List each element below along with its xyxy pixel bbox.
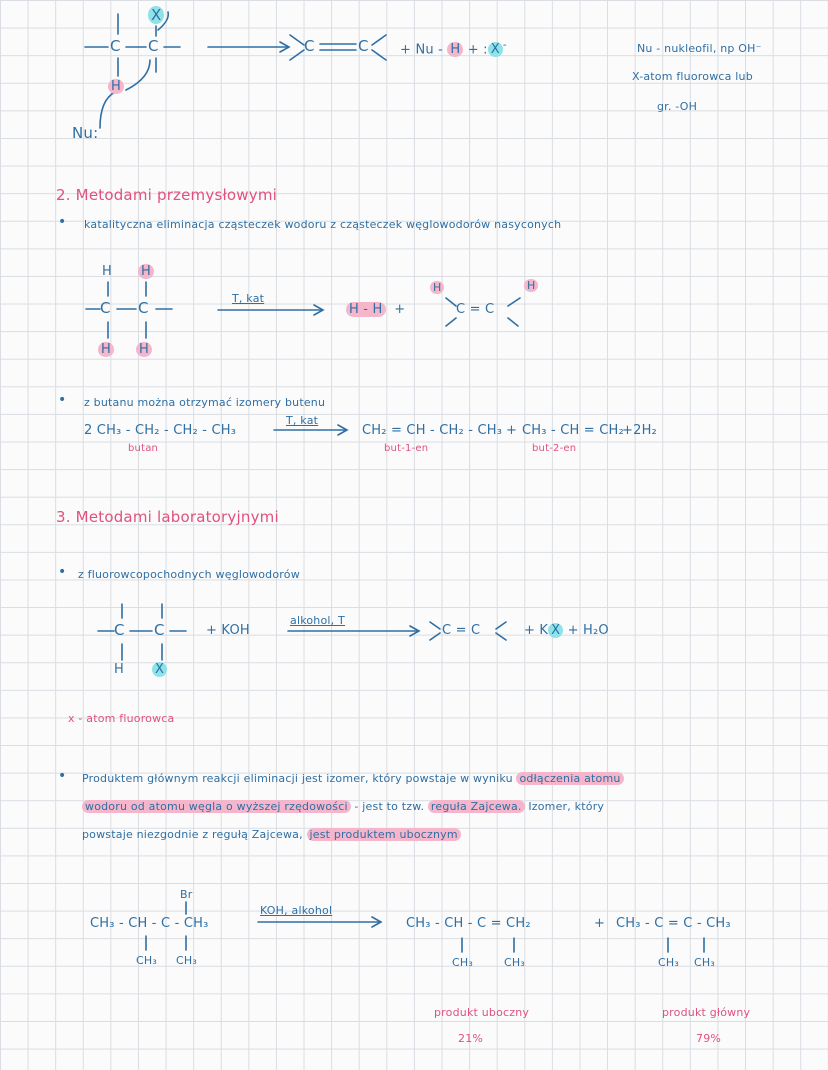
eq-plus: + [506, 423, 518, 438]
ex-plus: + [594, 916, 606, 931]
ex-p2-sub1: CH₃ [658, 956, 679, 969]
product-c-left: C [304, 37, 315, 55]
product-alkene: C = C [456, 302, 495, 317]
s3-x-note: x - atom fluorowca [68, 712, 175, 725]
name-butan: butan [128, 443, 159, 454]
legend-nu: Nu - nukleofil, np OH⁻ [637, 42, 762, 55]
section2-cond: T, kat [232, 292, 265, 305]
rule-line3: powstaje niezgodnie z regułą Zajcewa, jest produktem ubocznym [82, 828, 461, 841]
h-top-left: H [102, 264, 112, 279]
product-c-right: C [358, 37, 369, 55]
eq-cond: T, kat [286, 414, 319, 427]
main-product-pct: 79% [696, 1032, 722, 1045]
product-hh: H - H + [346, 302, 405, 317]
side-product-label: produkt uboczny [434, 1006, 530, 1019]
nucleophile-label: Nu: [72, 124, 99, 142]
ex-p1-sub1: CH₃ [452, 956, 473, 969]
s3-x: X [152, 662, 167, 677]
ex-product2: CH₃ - C = C - CH₃ [616, 916, 731, 931]
atom-h: H [108, 79, 124, 94]
bullet: • [58, 214, 67, 230]
rule-line1: Produktem głównym reakcji eliminacji jest izomer, który powstaje w wyniku odłączenia atomu [82, 772, 624, 785]
side-product-pct: 21% [458, 1032, 484, 1045]
bullet: • [58, 564, 67, 580]
legend-oh: gr. -OH [657, 100, 698, 113]
legend-x: X-atom fluorowca lub [632, 70, 753, 83]
ex-br: Br [180, 888, 193, 901]
s3-cond: alkohol, T [290, 614, 345, 627]
atom-c1: C [110, 37, 121, 55]
section3-bullet: z fluorowcopochodnych węglowodorów [78, 568, 300, 581]
ex-product1: CH₃ - CH - C = CH₂ [406, 916, 531, 931]
eq-butane: 2 CH₃ - CH₂ - CH₂ - CH₃ [84, 423, 237, 438]
section2-bullet2: z butanu można otrzymać izomery butenu [84, 396, 326, 409]
c-right: C [138, 299, 149, 317]
ex-sub1: CH₃ [136, 954, 157, 967]
ex-sub2: CH₃ [176, 954, 197, 967]
h-top-right: H [138, 264, 154, 279]
rule-line2: wodoru od atomu węgla o wyższej rzędowości - jest to tzw. reguła Zajcewa. Izomer, który [82, 800, 604, 813]
eq-product2: CH₃ - CH = CH₂ [522, 423, 624, 438]
ex-reactant: CH₃ - CH - C - CH₃ [90, 916, 209, 931]
ex-p1-sub2: CH₃ [504, 956, 525, 969]
s3-h: H [114, 662, 124, 677]
section3-title: 3. Metodami laboratoryjnymi [56, 508, 279, 526]
s3-c2: C [154, 621, 165, 639]
s3-c1: C [114, 621, 125, 639]
section2-bullet1: katalityczna eliminacja cząsteczek wodoru z cząsteczek węglowodorów nasyconych [84, 218, 562, 231]
atom-x: X [148, 6, 164, 24]
bullet: • [58, 392, 67, 408]
product-h2: H [524, 279, 538, 292]
atom-c2: C [148, 37, 159, 55]
ex-cond: KOH, alkohol [260, 904, 333, 917]
product-h1: H [430, 281, 444, 294]
s3-kx: + K X + H₂O [524, 623, 609, 638]
s3-product: C = C [442, 623, 481, 638]
name-but-1-en: but-1-en [384, 443, 429, 454]
eq-product1: CH₂ = CH - CH₂ - CH₃ [362, 423, 503, 438]
s3-reagent: + KOH [206, 623, 250, 638]
h-bot-right: H [136, 342, 152, 357]
ex-p2-sub2: CH₃ [694, 956, 715, 969]
h-bot-left: H [98, 342, 114, 357]
eq-hydrogen: +2H₂ [622, 423, 657, 438]
product-nu-h: + Nu - H + : X - [400, 38, 507, 58]
bullet: • [58, 768, 67, 784]
section2-title: 2. Metodami przemysłowymi [56, 186, 278, 204]
name-but-2-en: but-2-en [532, 443, 577, 454]
main-product-label: produkt główny [662, 1006, 751, 1019]
c-left: C [100, 299, 111, 317]
